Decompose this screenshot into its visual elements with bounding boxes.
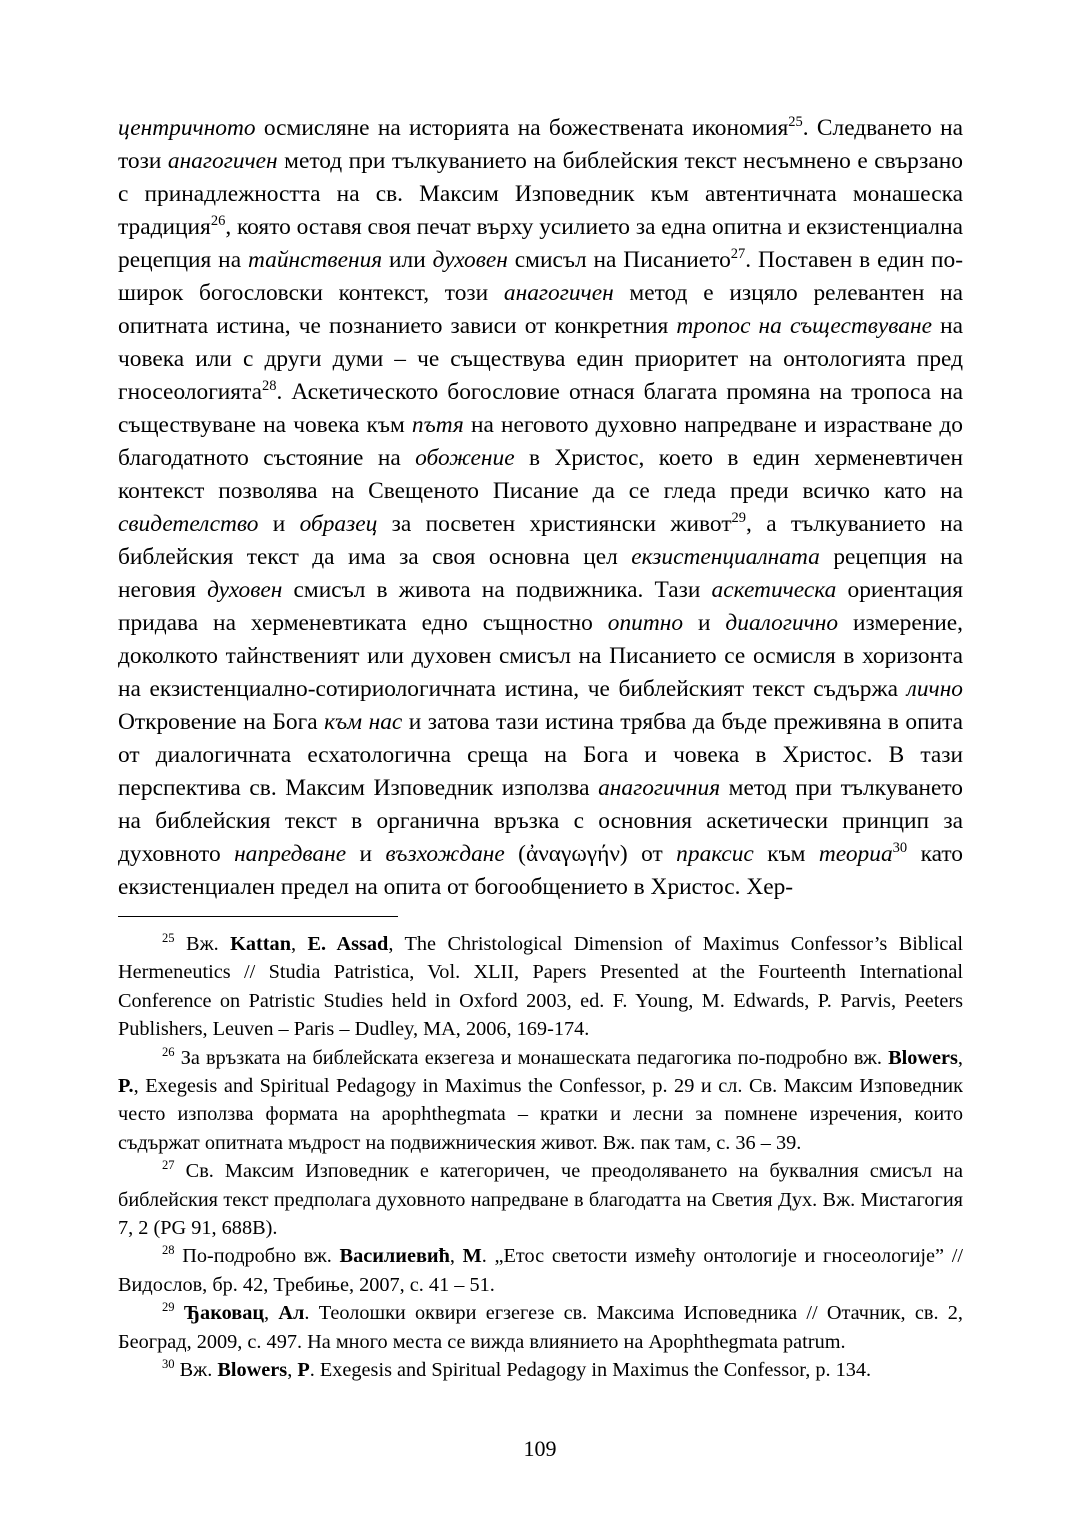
footnotes-block xyxy=(118,930,963,1385)
text-run: , а тълкуванието на библейския текст да има за своя основна цел xyxy=(118,511,963,570)
text-run: . Теолошки оквири егзегезе св. Максима Исповедника // Отачник, св. 2, Београд, 2009, с. 497. На много места се вижда влиянието на Apophthegmata patrum. xyxy=(118,1302,963,1353)
text-run: смисъл на Писанието xyxy=(507,247,731,273)
text-run: метод при тълкуването на библейския текст в органична връзка с основния аскетически принцип за духовното xyxy=(118,775,963,867)
text-run: осмисляне на историята на божествената икономия xyxy=(255,115,789,141)
text-run: , xyxy=(264,1302,279,1325)
text-run: за посветен християнски живот xyxy=(377,511,732,537)
text-run: Blowers xyxy=(217,1359,288,1382)
text-run: и xyxy=(683,610,726,636)
text-run: като екзистенциален предел на опита от богообщението в Христос. Хер- xyxy=(118,841,963,900)
text-run: , която оставя своя печат върху усилието за една опитна и екзистенциална рецепция на xyxy=(118,214,963,273)
text-run: P. xyxy=(118,1075,134,1098)
text-run: и затова тази истина трябва да бъде преживяна в опита от диалогичната есхатологична среща на Бога и човека в Христос. В тази перспектива св. Максим Изповедник използва xyxy=(118,709,964,801)
footnote-separator-rule xyxy=(118,916,398,917)
footnote-marker: 26 xyxy=(162,1044,175,1059)
text-run: Kattan xyxy=(230,933,291,955)
footnote-entry xyxy=(118,1044,963,1158)
text-run xyxy=(175,1302,184,1324)
text-run: , xyxy=(957,1046,963,1069)
footnote-entry xyxy=(118,1242,963,1299)
text-run: и xyxy=(258,511,300,537)
text-run: праксис xyxy=(676,841,754,867)
text-run: тайнствения xyxy=(247,247,383,273)
text-run: анагогичен xyxy=(503,280,614,306)
footnote-marker: 28 xyxy=(162,1243,175,1258)
text-run: или xyxy=(382,247,433,273)
text-run: P xyxy=(297,1359,310,1382)
text-run: За връзката на библейската екзегеза и монашеската педагогика по-подробно вж. xyxy=(174,1046,889,1069)
footnote-marker: 27 xyxy=(162,1158,175,1173)
text-run: . Поставен в един по-широк богословски контекст, този xyxy=(118,247,964,306)
text-run: Откровение на Бога xyxy=(118,709,325,735)
text-run: метод при тълкуванието на библейския текст несъмнено е свързано с принадлежността на св. Максим Изповедник към автентичната монашеска традиция xyxy=(118,148,963,240)
text-run: , xyxy=(290,933,308,955)
text-run: 28 xyxy=(261,378,277,395)
text-run: , The Christological Dimension of Maximus Confessor’s Biblical Hermeneutics // Studia Patristica, Vol. XLII, Papers Presented at the Fourteenth International Conference on Patristic Studies held in Oxford 2003, ed. F. Young, M. Edwards, P. Parvis, Peeters Publishers, Leuven – Paris – Dudley, MA, 2006, 169-174. xyxy=(118,933,963,1041)
body-text-block xyxy=(118,112,963,904)
text-run: измерение, доколкото тайнственият или духовен смисъл на Писанието се осмисля в хоризонта на екзистенциално-сотириологичната истина, че библейският текст съдържа xyxy=(118,610,963,702)
text-run: аскетическа xyxy=(711,577,837,603)
footnote-marker: 29 xyxy=(162,1300,175,1315)
text-run: в Христос, което в един херменевтичен контекст позволява на Свещеното Писание да се гледа преди всичко като на xyxy=(118,445,963,504)
text-run: 27 xyxy=(730,246,746,263)
footnote-entry xyxy=(118,930,963,1044)
text-run: възхождане xyxy=(385,841,505,867)
text-run: 25 xyxy=(788,114,803,131)
text-run: ориентация придава на херменевтиката едно същностно xyxy=(118,577,963,636)
text-run: , xyxy=(287,1359,298,1382)
text-run: (ἀναγωγήν) от xyxy=(504,841,677,867)
text-run: Вж. xyxy=(174,933,231,955)
text-run: обожение xyxy=(415,445,515,471)
text-run: Св. Максим Изповедник е категоричен, че преодоляването на буквалния смисъл на библейския текст предполага духовното напредване в благодатта на Светия Дух. Вж. Мистагогия 7, 2 (PG 91, 688B). xyxy=(118,1160,963,1240)
text-run: опитно xyxy=(607,610,684,636)
text-run: 29 xyxy=(731,510,747,527)
footnote-entry xyxy=(118,1299,963,1356)
body-paragraph xyxy=(118,112,963,904)
text-run: По-подробно вж. xyxy=(174,1245,340,1268)
text-run: Ђаковац xyxy=(183,1302,265,1325)
text-run: центричното xyxy=(118,115,256,141)
text-run: на човека или с други думи – че съществува един приоритет на онтологията пред гносеологията xyxy=(118,313,963,405)
text-run: образец xyxy=(299,511,378,537)
footnote-marker: 30 xyxy=(162,1357,175,1372)
footnote-marker: 25 xyxy=(162,931,175,946)
text-run: Blowers xyxy=(888,1046,958,1069)
text-run: метод е изцяло релевантен на опитната истина, че познанието зависи от конкретния xyxy=(118,280,963,339)
text-run: свидетелство xyxy=(118,511,259,537)
text-run: . Exegesis and Spiritual Pedagogy in Maximus the Confessor, p. 134. xyxy=(309,1359,872,1382)
text-run: E. Assad xyxy=(307,933,389,955)
text-run: теориа xyxy=(818,841,893,867)
footnote-entry xyxy=(118,1157,963,1242)
footnote-entry xyxy=(118,1356,963,1384)
text-run: Вж. xyxy=(174,1359,218,1382)
text-run: на неговото духовно напредване и израстване до благодатното състояние на xyxy=(118,412,963,471)
text-run: духовен xyxy=(432,247,508,273)
text-run: анагогичен xyxy=(167,148,278,174)
text-run: , Exegesis and Spiritual Pedagogy in Maximus the Confessor, p. 29 и сл. Св. Максим Изповедник често използва формата на apophthegmata – кратки и лесни за помнене изречения, които съдържат опитната мъдрост на подвижническия живот. Вж. пак там, с. 36 – 39. xyxy=(118,1075,963,1154)
text-run: екзистенциалната xyxy=(631,544,820,570)
text-run: рецепция на неговия xyxy=(118,544,963,603)
text-run: анагогичния xyxy=(598,775,721,801)
text-run: , xyxy=(449,1245,463,1268)
text-run: . Следването на този xyxy=(118,115,963,174)
page-number: 109 xyxy=(523,1436,557,1461)
text-run: лично xyxy=(906,676,963,702)
text-run: . Аскетическото богословие отнася благата промяна на тропоса на съществуване на човека към xyxy=(118,379,963,438)
text-run: духовен xyxy=(207,577,283,603)
text-run: смисъл в живота на подвижника. Тази xyxy=(282,577,712,603)
text-run: към нас xyxy=(324,709,403,735)
text-run: 30 xyxy=(892,840,908,857)
text-run: 26 xyxy=(210,213,226,230)
text-run: Василиевић xyxy=(339,1245,450,1268)
text-run: към xyxy=(753,841,819,867)
text-run: и xyxy=(346,841,386,867)
text-run: пътя xyxy=(411,412,464,438)
text-run: тропос на съществуване xyxy=(676,313,932,339)
text-run: . „Етос светости измећу онтологије и гносеологије” // Видослов, бр. 42, Требиње, 2007, с. 41 – 51. xyxy=(118,1245,964,1296)
text-run: напредване xyxy=(234,841,347,867)
text-run: Ал xyxy=(278,1302,305,1325)
text-run: М xyxy=(462,1245,482,1268)
text-run: диалогично xyxy=(725,610,839,636)
